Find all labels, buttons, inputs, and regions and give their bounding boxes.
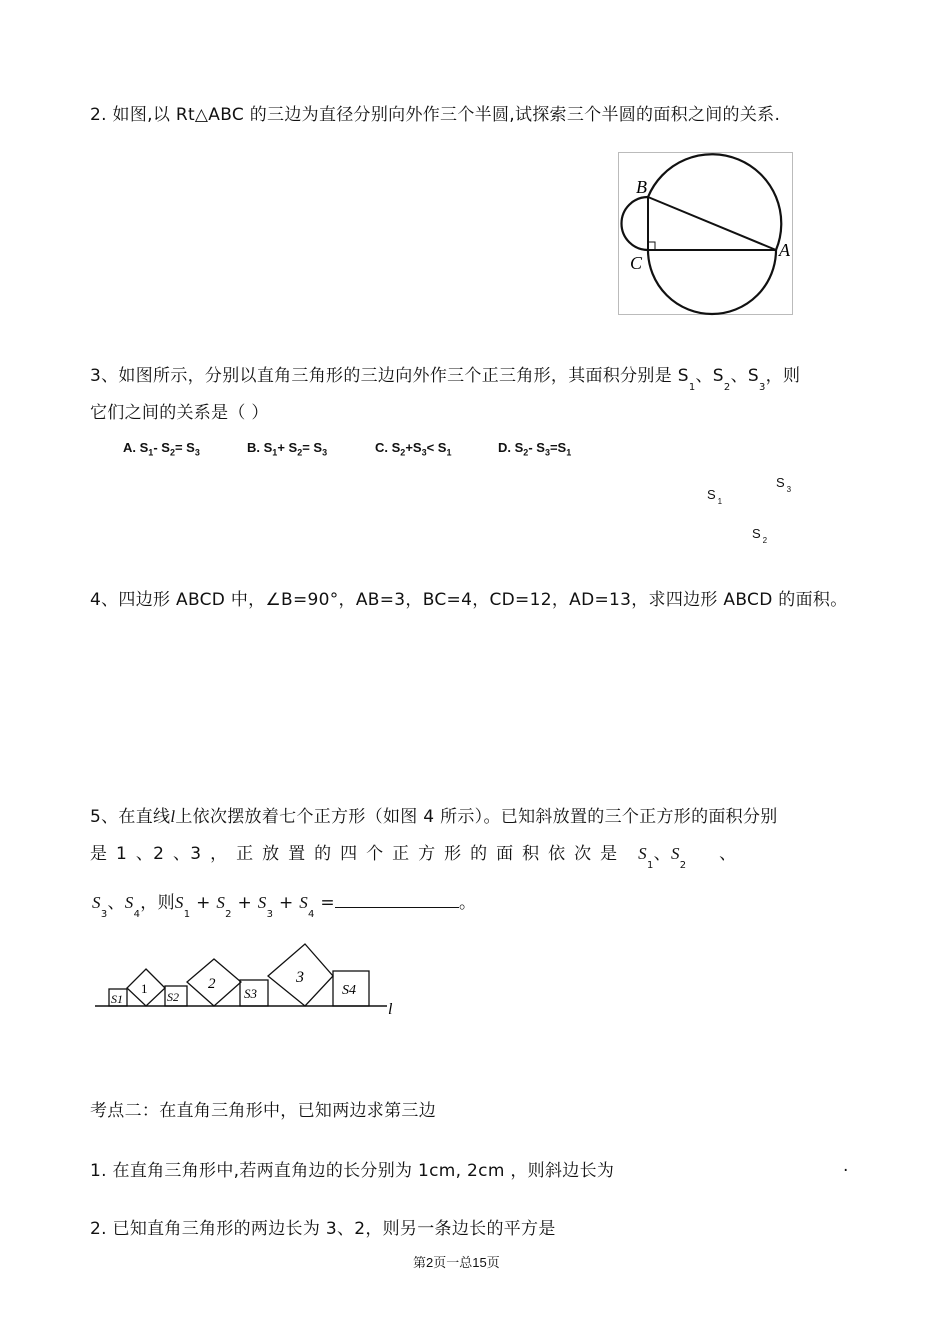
q3-line2: 它们之间的关系是（ ） [90,403,269,423]
tilted-square-1-label: 1 [141,981,148,996]
label-c: C [630,253,643,273]
q5-line2: 是 1 、2 、3 ， 正 放 置 的 四 个 正 方 形 的 面 积 依 次 是 $S_1$、$S_2$ 、 [90,844,737,871]
q2-figure [618,152,794,316]
semicircle-bc [622,197,649,250]
label-a: A [779,240,790,260]
square-s1-label: S1 [111,992,123,1006]
semicircle-ab [648,154,781,250]
square-s4-label: S4 [342,983,356,998]
q5-line1: 5、在直线l上依次摆放着七个正方形（如图 4 所示）。已知斜放置的三个正方形的面积分别 [90,807,778,827]
kaodian2-heading: 考点二：在直角三角形中，已知两边求第三边 [90,1101,436,1121]
label-b: B [636,177,647,197]
right-angle-mark [648,242,655,250]
square-s2-label: S2 [167,990,179,1004]
q5-line3: $S_3$、$S_4$，则$S_1 + S_2 + S_3 + S_4$ = 。 [92,893,477,920]
q4-text: 4、四边形 ABCD 中，∠B=90°，AB=3，BC=4，CD=12，AD=13，求四边形 ABCD 的面积。 [90,590,848,610]
q2-text: 2. 如图,以 Rt△ABC 的三边为直径分别向外作三个半圆,试探索三个半圆的面积之间的关系. [90,105,781,125]
kaodian2-q2: 2. 已知直角三角形的两边长为 3、2，则另一条边长的平方是 [90,1219,556,1239]
q3-option-d: D. $S_2-$ $S_3=S_1$ [498,440,572,458]
kaodian2-q1: 1. 在直角三角形中,若两直角边的长分别为 1cm, 2cm ，则斜边长为 [90,1161,615,1181]
side-ab [648,197,776,250]
semicircle-ca [648,250,776,314]
q3-figure-label-s3: S $_3$ [776,475,792,494]
q5-figure [95,940,405,1020]
q5-answer-blank [335,893,459,908]
q3-option-c: C. $S_2+S_3< S_1$ [375,440,452,458]
q3-option-b: B. $S_1+ S_2= S_3$ [247,440,328,458]
square-s3-label: S3 [244,986,257,1001]
page-footer: 第2页一总15页 [413,1255,500,1270]
q3-figure-label-s2: S $_2$ [752,526,768,545]
kaodian2-q1-end: . [843,1156,849,1176]
q3-option-a: A. $S_1-$ $S_2= S_3$ [123,440,200,458]
tilted-square-3-label: 3 [296,969,304,986]
q3-line1: 3、如图所示，分别以直角三角形的三边向外作三个正三角形，其面积分别是 $S_1$、$S_2$、$S_3$，则 [90,366,801,393]
tilted-square-2-label: 2 [208,976,216,992]
line-l-label: l [388,1001,393,1018]
q3-figure-label-s1: S $_1$ [707,487,723,506]
